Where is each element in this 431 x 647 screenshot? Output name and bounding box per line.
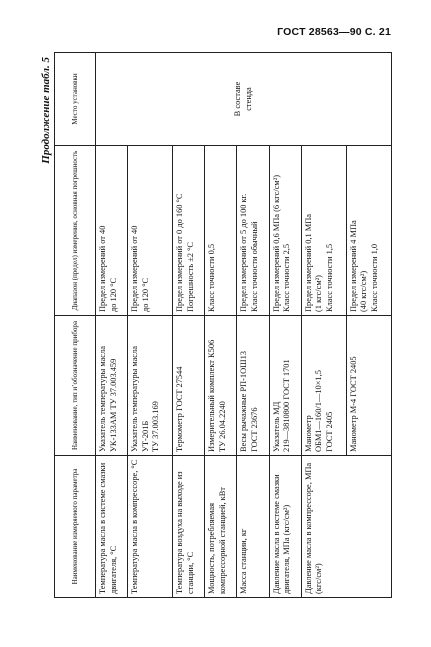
- device-line: Манометр М-4 ГОСТ 2405: [348, 356, 358, 452]
- column-header: Наименование измеряемого параметра: [55, 456, 96, 598]
- range-cell: [237, 146, 269, 316]
- range-cell: [301, 146, 346, 316]
- device-line: ГОСТ 2405: [324, 411, 334, 452]
- param-cell: Мощность, потребляемая компрессорной станцией, кВт: [205, 456, 237, 598]
- range-line: Класс точности 2,5: [282, 243, 292, 312]
- range-line: Класс точности 0,5: [207, 243, 217, 312]
- device-line: УК-133АМ ТУ 37.003.459: [108, 358, 118, 452]
- device-line: 219—3810800 ГОСТ 1701: [282, 359, 292, 452]
- device-line: Измерительный комплект К506: [207, 339, 217, 452]
- device-line: Указатель температуры масла УТ-201Б: [130, 346, 150, 452]
- param-cell: Давление масла в системе смазки двигателя, МПа (кгс/см²): [269, 456, 301, 598]
- range-cell: [346, 146, 391, 316]
- device-cell: [96, 316, 128, 456]
- param-cell: Температура воздуха на выходе из станции, °С: [173, 456, 205, 598]
- device-cell: [128, 316, 173, 456]
- rotated-table-block: [40, 53, 392, 598]
- range-line: до 120 °С: [140, 277, 150, 312]
- device-line: Указатель температуры масла: [98, 346, 107, 452]
- device-line: Указатель МД: [271, 401, 281, 452]
- range-line: Предел измерений 0,6 МПа (6 кгс/см²): [271, 174, 281, 312]
- location-cell: [96, 53, 392, 146]
- column-header: Наименование, тип и’обозначение прибора: [55, 316, 96, 456]
- range-line: Класс точности 1,5: [324, 243, 334, 312]
- range-cell: [173, 146, 205, 316]
- device-cell: [269, 316, 301, 456]
- range-line: Предел измерений от 5 до 100 кг.: [239, 193, 249, 312]
- device-cell: [205, 316, 237, 456]
- device-line: Термометр ГОСТ 27544: [175, 366, 185, 452]
- device-line: ТУ 26.04.2240: [217, 401, 227, 452]
- range-line: Класс точности 1,0: [369, 243, 379, 312]
- range-cell: [128, 146, 173, 316]
- range-line: Предел измерений 0,1 МПа: [303, 213, 313, 312]
- device-line: Манометр: [303, 415, 313, 452]
- param-cell: Температура масла в системе смазки двигателя, °С: [96, 456, 128, 598]
- range-line: Предел измерений от 40: [98, 225, 107, 312]
- table-row: [96, 53, 128, 598]
- device-cell: [301, 316, 346, 456]
- range-line: Класс точности обычный: [249, 221, 259, 312]
- table-caption: Продолжение табл. 5: [40, 57, 52, 164]
- device-line: ГОСТ 23676: [249, 407, 259, 452]
- page-header: ГОСТ 28563—90 С. 21: [277, 26, 391, 38]
- param-cell: Температура масла в компрессоре, °С: [128, 456, 173, 598]
- device-cell: [346, 316, 391, 456]
- location-line: В составе: [233, 81, 242, 117]
- table-header-row: [55, 53, 96, 598]
- range-cell: [205, 146, 237, 316]
- range-cell: [269, 146, 301, 316]
- range-line: до 120 °С: [108, 277, 118, 312]
- device-cell: [237, 316, 269, 456]
- device-line: ТУ 37.003.169: [151, 401, 161, 452]
- range-line: Погрешность ±2 °С: [185, 241, 195, 312]
- location-line: стенда: [243, 87, 253, 111]
- range-line: (1 кгс/см²): [314, 275, 324, 312]
- param-cell: Давление масла в компрессоре, МПа (кгс/см²): [301, 456, 391, 598]
- range-line: Предел измерений от 40: [130, 225, 140, 312]
- range-line: Предел измерений 4 МПа: [348, 220, 358, 312]
- device-line: Весы рычажные РП-1ОШ13: [239, 351, 249, 452]
- device-cell: [173, 316, 205, 456]
- measurement-table: [54, 52, 392, 598]
- range-line: (40 кгс/см²): [359, 270, 369, 312]
- param-cell: Масса станции, кг: [237, 456, 269, 598]
- range-line: Предел измерений от 0 до 160 °С: [175, 193, 185, 312]
- device-line: ОБМ1—160/1—10×1,5: [314, 370, 324, 452]
- column-header: Место установки: [55, 53, 96, 146]
- range-cell: [96, 146, 128, 316]
- column-header: Диапазон (предел) измерения, основная погрешность: [55, 146, 96, 316]
